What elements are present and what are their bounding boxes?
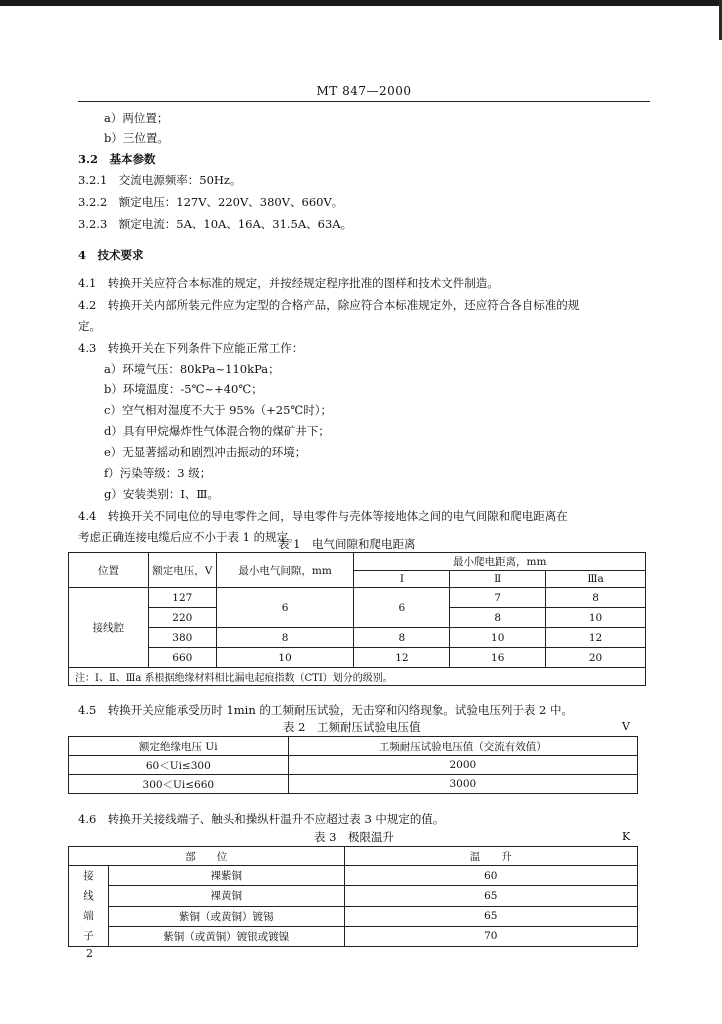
cell-voltage-range: 300＜Ui≤660: [69, 775, 289, 794]
cell-voltage: 380: [148, 628, 216, 648]
header-col-II: Ⅱ: [450, 571, 546, 588]
cell-rise: 65: [344, 906, 638, 926]
cell-I: 12: [354, 648, 450, 668]
header-temperature-rise: 温 升: [344, 847, 638, 866]
header-position: 位置: [69, 553, 149, 588]
header-col-IIIa: Ⅲa: [546, 571, 646, 588]
cell-test-voltage: 2000: [288, 756, 637, 775]
cell-voltage-range: 60＜Ui≤300: [69, 756, 289, 775]
group-label: 接线腔: [69, 588, 149, 668]
cell-part: 紫铜（或黄铜）镀银或镀镍: [108, 926, 344, 946]
list-item: a）两位置；: [104, 111, 169, 125]
paragraph: 3.2.1 交流电源频率：50Hz。: [78, 173, 242, 187]
cell-voltage: 220: [148, 608, 216, 628]
table-row: [69, 628, 646, 648]
table-row: [69, 756, 638, 775]
header-min-clearance: 最小电气间隙，mm: [216, 553, 354, 588]
list-item: g）安装类别：Ⅰ、Ⅲ。: [104, 487, 219, 501]
table1-note: 注：Ⅰ、Ⅱ、Ⅲa 系根据绝缘材料相比漏电起痕指数（CTI）划分的级别。: [69, 668, 646, 686]
header-test-voltage: 工频耐压试验电压值（交流有效值）: [288, 737, 637, 756]
list-item: b）三位置。: [104, 131, 169, 145]
cell-IIIa: 12: [546, 628, 646, 648]
header-rated-insulation-voltage: 额定绝缘电压 Ui: [69, 737, 289, 756]
cell-clearance: 6: [216, 588, 354, 628]
group-label-char: 子: [83, 930, 94, 942]
cell-II: 8: [450, 608, 546, 628]
cell-clearance: 8: [216, 628, 354, 648]
paragraph: 考虑正确连接电缆后应不小于表 1 的规定。: [78, 530, 300, 544]
group-label-char: 接: [83, 870, 94, 882]
list-item: a）环境气压：80kPa~110kPa；: [104, 362, 280, 376]
list-item: f）污染等级：3 级；: [104, 466, 212, 480]
cell-I: 6: [354, 588, 450, 628]
paragraph: 定。: [78, 319, 101, 333]
table1-caption: 表 1 电气间隙和爬电距离: [278, 537, 416, 551]
list-item: c）空气相对湿度不大于 95%（+25℃时）；: [104, 403, 333, 417]
table3-unit: K: [622, 830, 631, 843]
cell-test-voltage: 3000: [288, 775, 637, 794]
table-row: [69, 588, 646, 608]
cell-II: 16: [450, 648, 546, 668]
table2-caption: 表 2 工频耐压试验电压值: [283, 720, 421, 734]
cell-IIIa: 8: [546, 588, 646, 608]
section-heading: 4 技术要求: [78, 248, 144, 262]
paragraph: 3.2.2 额定电压：127V、220V、380V、660V。: [78, 195, 344, 209]
header-rule: [78, 101, 650, 102]
paragraph-4-5: 4.5 转换开关应能承受历时 1min 的工频耐压试验，无击穿和闪络现象。试验电压列于表 2 中。: [78, 703, 574, 717]
group-label-char: 端: [83, 910, 94, 922]
table3-caption: 表 3 极限温升: [314, 830, 394, 844]
standard-code-header: MT 847—2000: [316, 84, 412, 98]
group-label-terminal: [69, 866, 109, 947]
cell-rise: 65: [344, 886, 638, 906]
scan-border-top: [0, 0, 722, 6]
table-row: [69, 866, 638, 886]
table-row: [69, 926, 638, 946]
paragraph: 4.1 转换开关应符合本标准的规定，并按经规定程序批准的图样和技术文件制造。: [78, 276, 499, 290]
header-rated-voltage: 额定电压，V: [148, 553, 216, 588]
table2-unit: V: [622, 720, 630, 733]
cell-rise: 70: [344, 926, 638, 946]
header-min-creepage: 最小爬电距离，mm: [354, 553, 646, 571]
list-item: d）具有甲烷爆炸性气体混合物的煤矿井下；: [104, 424, 330, 438]
section-heading: 3.2 基本参数: [78, 152, 156, 166]
paragraph: 4.3 转换开关在下列条件下应能正常工作：: [78, 341, 304, 355]
header-col-I: Ⅰ: [354, 571, 450, 588]
table1: [68, 552, 646, 686]
table-row: [69, 775, 638, 794]
paragraph: 4.2 转换开关内部所装元件应为定型的合格产品，除应符合本标准规定外，还应符合各自标准的规: [78, 298, 580, 312]
table-row: [69, 906, 638, 926]
cell-part: 紫铜（或黄铜）镀锡: [108, 906, 344, 926]
cell-voltage: 127: [148, 588, 216, 608]
table-row: [69, 886, 638, 906]
list-item: b）环境温度：-5℃~+40℃；: [104, 382, 263, 396]
paragraph: 4.4 转换开关不同电位的导电零件之间，导电零件与壳体等接地体之间的电气间隙和爬电距离在: [78, 509, 568, 523]
paragraph-4-6: 4.6 转换开关接线端子、触头和操纵杆温升不应超过表 3 中规定的值。: [78, 812, 445, 826]
table3: [68, 846, 638, 947]
paragraph: 3.2.3 额定电流：5A、10A、16A、31.5A、63A。: [78, 217, 353, 231]
cell-II: 7: [450, 588, 546, 608]
table-row: [69, 648, 646, 668]
header-part: 部 位: [69, 847, 345, 866]
cell-I: 8: [354, 628, 450, 648]
cell-clearance: 10: [216, 648, 354, 668]
cell-IIIa: 10: [546, 608, 646, 628]
cell-part: 裸紫铜: [108, 866, 344, 886]
list-item: e）无显著摇动和剧烈冲击振动的环境；: [104, 445, 307, 459]
table2: [68, 736, 638, 794]
cell-voltage: 660: [148, 648, 216, 668]
group-label-char: 线: [83, 890, 94, 902]
page-number: 2: [86, 947, 93, 960]
cell-part: 裸黄铜: [108, 886, 344, 906]
cell-IIIa: 20: [546, 648, 646, 668]
cell-rise: 60: [344, 866, 638, 886]
cell-II: 10: [450, 628, 546, 648]
